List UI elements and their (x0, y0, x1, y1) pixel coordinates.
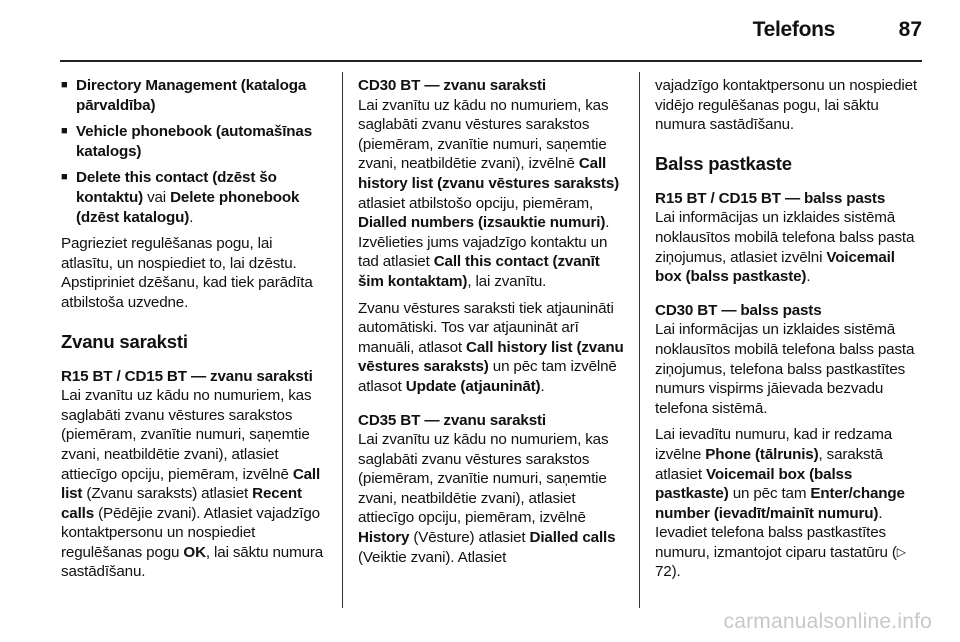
bullet-text: Vehicle phonebook (automašīnas katalogs) (76, 123, 313, 160)
text: un pēc tam izvēlnē atlasot (358, 358, 617, 395)
text: . (540, 377, 545, 395)
menu-term: Delete phonebook (dzēst katalogu) (76, 188, 300, 226)
menu-term: Voicemail box (balss pastkaste) (655, 465, 853, 503)
text: Lai zvanītu uz kādu no numuriem, kas saglabāti zvanu vēstures sarakstos (piemēram, zvanītie numuri, saņemtie zvani, neatbildētie zvani), atlasiet attiecīgo opciju, piemēram, izvēlnē (61, 387, 312, 483)
menu-term: Call history list (zvanu vēstures saraksts) (358, 338, 624, 376)
text: . (189, 208, 194, 226)
subsection-heading: R15 BT / CD15 BT — balss pasts (655, 189, 886, 207)
paragraph (358, 430, 624, 567)
section-heading: Balss pastkaste (655, 152, 792, 174)
menu-term: Recent calls (61, 485, 302, 522)
bullet-text (76, 168, 327, 227)
paragraph: Pagrieziet regulēšanas pogu, lai atlasītu, un nospiediet to, lai dzēstu. Apstipriniet dzēšanu, kad tiek parādīta atbilstoša uzvedne. (61, 235, 313, 311)
column-middle (358, 76, 624, 574)
subsection-heading: CD30 BT — balss pasts (655, 301, 822, 319)
menu-term: Dialled numbers (izsauktie numuri) (358, 214, 606, 232)
text: (Vēsture) atlasiet (409, 529, 530, 547)
bullet-square-icon: ■ (61, 125, 68, 138)
subsection-heading: CD30 BT — zvanu saraksti (358, 77, 547, 94)
text: . Ievadiet telefona balss pastkastītes numuru, izmantojot ciparu tastatūru ( (655, 504, 897, 561)
text: . (806, 268, 811, 286)
page-number: 87 (898, 18, 922, 41)
text: vai (143, 188, 171, 206)
text: un pēc tam (728, 485, 811, 503)
bullet-item (61, 168, 327, 227)
text: Zvanu vēstures saraksti tiek atjaunināti automātiski. Tos var atjaunināt arī manuāli, atlasot (358, 299, 614, 356)
menu-term: Dialled calls (529, 529, 616, 547)
text: ). (671, 563, 681, 581)
text: (Veiktie zvani). Atlasiet (358, 548, 507, 566)
column-divider (639, 72, 640, 608)
paragraph (358, 96, 624, 292)
text: Lai informācijas un izklaides sistēmā noklausītos mobilā telefona balss pasta ziņojumus, atlasiet izvēlni (655, 209, 915, 266)
page-header-title: Telefons (752, 18, 835, 41)
header-divider (60, 60, 922, 62)
text: atlasiet atbilstošo opciju, piemēram, (358, 194, 594, 212)
menu-term: Phone (tālrunis) (705, 445, 819, 463)
bullet-square-icon: ■ (61, 171, 68, 184)
menu-term: Update (atjaunināt) (405, 377, 541, 395)
watermark: carmanualsonline.info (723, 610, 932, 633)
subsection-heading: CD35 BT — zvanu saraksti (358, 411, 547, 429)
paragraph: Lai informācijas un izklaides sistēmā noklausītos mobilā telefona balss pasta ziņojumus, telefona balss pastkastītes numurs vispirms jāievada bezvadu telefona sistēmā. (655, 321, 915, 417)
text: (Zvanu saraksts) atlasiet (82, 485, 253, 503)
text: , lai zvanītu. (467, 272, 547, 290)
column-divider (342, 72, 343, 608)
menu-term: Call this contact (zvanīt šim kontaktam) (358, 253, 600, 290)
paragraph (358, 299, 624, 397)
text: Lai zvanītu uz kādu no numuriem, kas saglabāti zvanu vēstures sarakstos (piemēram, zvanītie numuri, saņemtie zvani, neatbildētie zvani), izvēlnē (358, 96, 609, 173)
paragraph (655, 208, 921, 286)
text: (Pēdējie zvani). Atlasiet vajadzīgo kontaktpersonu un nospiediet regulēšanas pogu (61, 504, 320, 561)
section-heading: Zvanu saraksti (61, 330, 188, 352)
menu-term: Voicemail box (balss pastkaste) (655, 248, 895, 286)
text: Lai ievadītu numuru, kad ir redzama izvēlne (655, 426, 893, 463)
paragraph (655, 425, 921, 582)
menu-term: Enter/change number (ievadīt/mainīt numuru) (655, 485, 905, 522)
paragraph (61, 386, 327, 582)
bullet-square-icon: ■ (61, 79, 68, 91)
text: , lai sāktu numura sastādīšanu. (61, 543, 324, 581)
bullet-text: Directory Management (kataloga pārvaldība) (76, 77, 307, 114)
subsection-heading: R15 BT / CD15 BT — zvanu saraksti (61, 367, 313, 385)
text: , sarakstā atlasiet (655, 445, 883, 483)
column-right (655, 76, 921, 589)
text: Lai zvanītu uz kādu no numuriem, kas saglabāti zvanu vēstures sarakstos (piemēram, zvanītie numuri, saņemtie zvani, neatbildētie zvani), atlasiet attiecīgo opciju, piemēram, izvēlnē (358, 431, 609, 527)
menu-term: Delete this contact (dzēst šo kontaktu) (76, 169, 277, 206)
page-reference[interactable]: 72 (655, 563, 672, 581)
bullet-item (61, 122, 327, 161)
paragraph: vajadzīgo kontaktpersonu un nospiediet vidējo regulēšanas pogu, lai sāktu numura sastādīšanu. (655, 77, 917, 134)
menu-term: History (358, 529, 410, 547)
menu-term: OK (183, 543, 206, 561)
text: . Izvēlieties jums vajadzīgo kontaktu un tad atlasiet (358, 214, 610, 271)
page-reference-arrow-icon: ▷ (896, 544, 906, 559)
menu-term: Call history list (zvanu vēstures saraksts) (358, 155, 620, 192)
column-left (61, 76, 327, 589)
menu-term: Call list (61, 465, 321, 503)
bullet-item (61, 76, 327, 115)
